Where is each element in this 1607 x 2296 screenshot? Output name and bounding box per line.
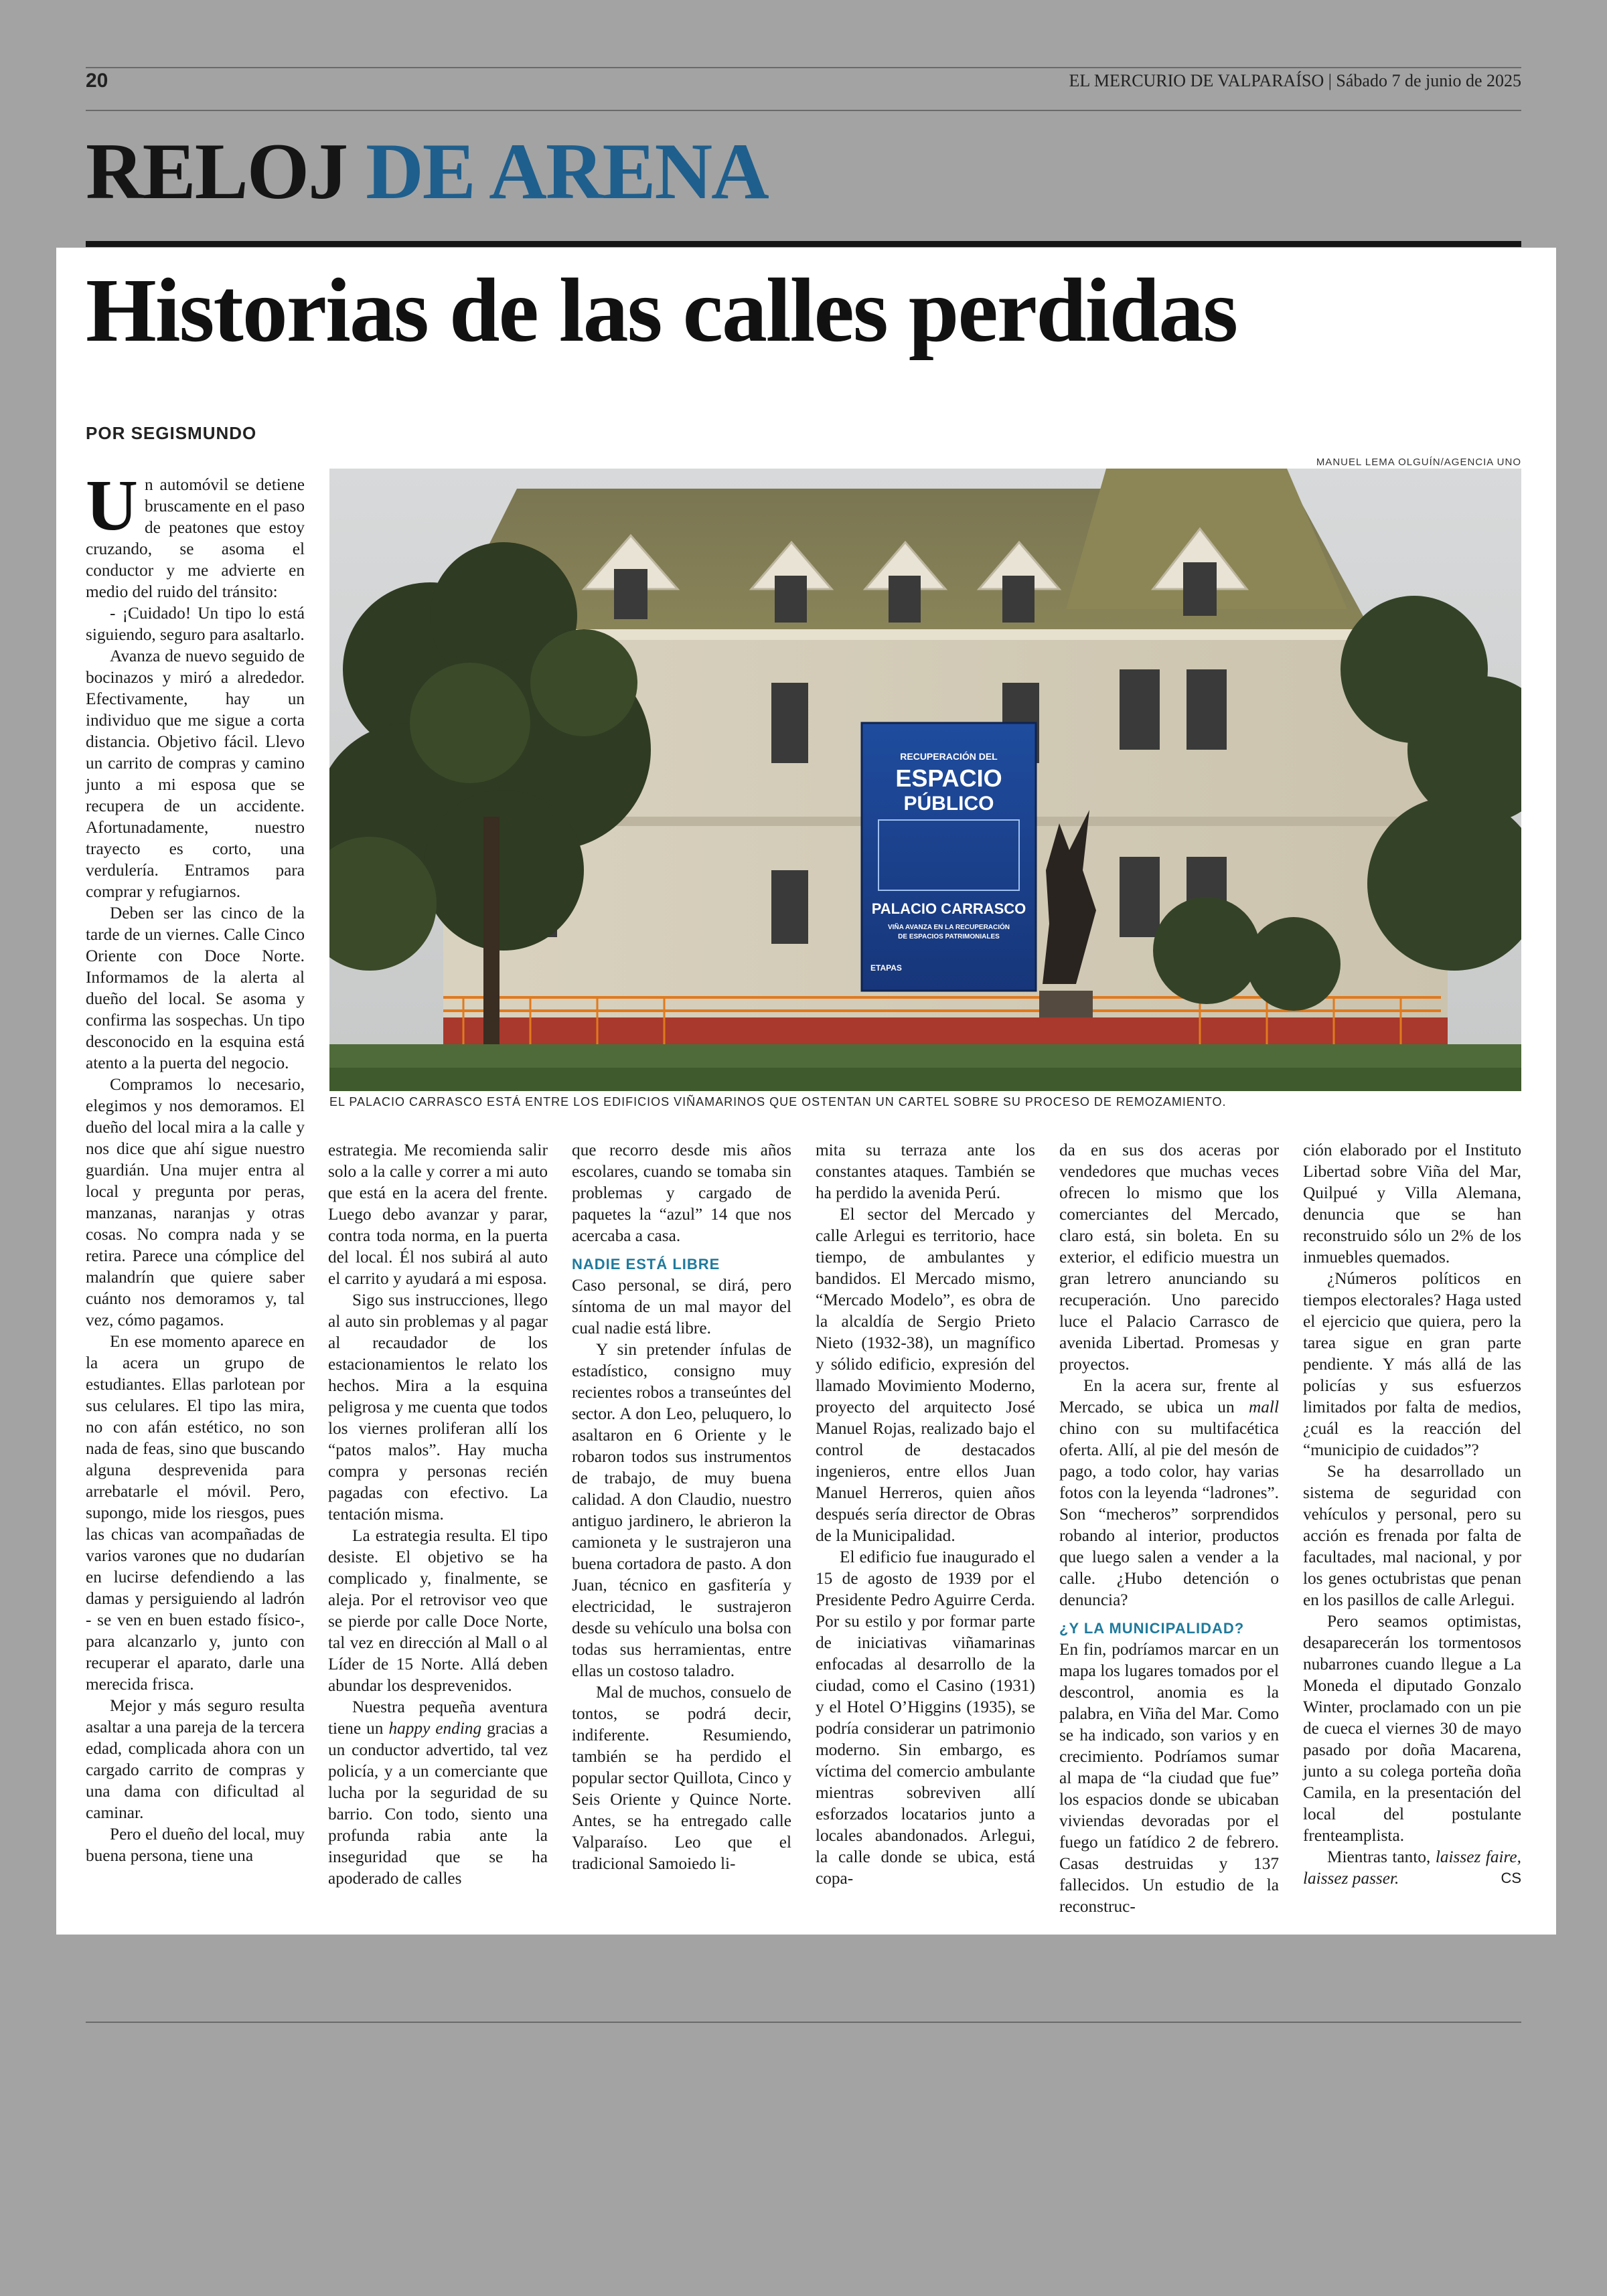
project-banner — [862, 723, 1036, 991]
banner-line2: ESPACIO — [895, 764, 1002, 792]
paragraph — [1059, 1375, 1279, 1611]
section-title — [86, 127, 768, 216]
paragraph: Caso personal, se dirá, pero síntoma de un mal mayor del cual nadie está libre. — [572, 1276, 791, 1337]
paragraph: Sigo sus instrucciones, llego al auto sin problemas y al pagar al recaudador de los estacionamientos le relato los hechos. Mira a la esquina peligrosa y me cuenta que todos los viernes proliferan allí los “patos malos”. Hay mucha compra y personas recién pagadas con efectivo. La tentación misma. — [328, 1291, 548, 1524]
paragraph: La estrategia resulta. El tipo desiste. El objetivo se ha complicado y, finalmente, se aleja. Por el retrovisor veo que se pierde por calle Doce Norte, tal vez en dirección al Mall o al Líder de 15 Norte. Allá deben abundar los desprevenidos. — [328, 1526, 548, 1695]
article-column-3 — [572, 1139, 791, 1874]
article-column-5 — [1059, 1139, 1279, 1917]
drop-cap: U — [86, 466, 138, 546]
paragraph: Compramos lo necesario, elegimos y nos demoramos. El dueño del local mira a la calle y nos dice que ahí sigue nuestro guardián. Una mujer entra al local y pregunta por peras, manzanas, naranjas y otras cosas. No compra nada y se retira. Parece una cómplice del malandrín que quiere saber cuánto nos demoramos y, tal vez, cómo pagamos. — [86, 1075, 305, 1329]
paragraph: Se ha desarrollado un sistema de seguridad con vehículos y personal, pero su acción es frenada por falta de facultades, mal nacional, y por los genes octubristas que penan en los pasillos de calle Arlegui. — [1303, 1462, 1521, 1609]
photo-credit: MANUEL LEMA OLGUÍN/AGENCIA UNO — [1316, 457, 1521, 468]
banner-line3: PÚBLICO — [903, 793, 994, 815]
subheading: NADIE ESTÁ LIBRE — [572, 1256, 720, 1273]
emphasis: laissez faire, laissez passer. — [1303, 1848, 1521, 1888]
paragraph: Mejor y más seguro resulta asaltar a una pareja de la tercera edad, complicada ahora con un cargado carrito de compras y una dama con dificultad al caminar. — [86, 1696, 305, 1822]
paragraph: n automóvil se detiene bruscamente en el paso de peatones que estoy cruzando, se asoma el conductor y me advierte en medio del ruido del tránsito: — [86, 475, 305, 601]
banner-line6: DE ESPACIOS PATRIMONIALES — [898, 933, 1000, 940]
folio: EL MERCURIO DE VALPARAÍSO | Sábado 7 de junio de 2025 — [1069, 71, 1521, 90]
photo-caption: EL PALACIO CARRASCO ESTÁ ENTRE LOS EDIFICIOS VIÑAMARINOS QUE OSTENTAN UN CARTEL SOBRE SU PROCESO DE REMOZAMIENTO. — [329, 1095, 1227, 1109]
paragraph — [328, 1696, 548, 1889]
top-rule — [86, 67, 1521, 68]
paragraph: En fin, podríamos marcar en un mapa los lugares tomados por el descontrol, anomia es la palabra, en Viña del Mar. Como se ha indicado, son varios y en crecimiento. Podríamos sumar al mapa de “la ciudad que fue” los espacios donde se ubicaban viviendas devoradas por el fuego un fatídico 2 de febrero. Casas destruidas y 137 fallecidos. Un estudio de la reconstruc- — [1059, 1640, 1279, 1916]
bottom-rule — [86, 2022, 1521, 2023]
end-mark: CS — [1501, 1870, 1521, 1886]
banner-line1: RECUPERACIÓN DEL — [900, 751, 998, 762]
subheading: ¿Y LA MUNICIPALIDAD? — [1059, 1620, 1245, 1637]
paragraph: ción elaborado por el Instituto Libertad sobre Viña del Mar, Quilpué y Villa Alemana, denuncia que se han reconstruido sólo un 2% de los inmuebles quemados. — [1303, 1141, 1521, 1266]
paragraph: - ¡Cuidado! Un tipo lo está siguiendo, seguro para asaltarlo. — [86, 604, 305, 644]
paragraph: mita su terraza ante los constantes ataques. También se ha perdido la avenida Perú. — [816, 1141, 1035, 1202]
text-run: gracias a un conductor advertido, tal vez policía, y a un comerciante que lucha por la seguridad de su barrio. Con todo, siento una profunda rabia ante la inseguridad que se ha apoderado de calles — [328, 1719, 548, 1888]
paragraph: Pero el dueño del local, muy buena persona, tiene una — [86, 1825, 305, 1865]
paragraph: ¿Números políticos en tiempos electorales? Haga usted el ejercicio que quiera, pero la tarea sigue en gran parte pendiente. Y más allá de las policías y sus esfuerzos limitados por falta de medios, ¿cuál es la reacción del “municipio de cuidados”? — [1303, 1269, 1521, 1459]
article-column-6 — [1303, 1139, 1521, 1889]
paragraph: que recorro desde mis años escolares, cuando se tomaba sin problemas y cargado de paquetes la “azul” 14 que nos acercaba a casa. — [572, 1141, 791, 1245]
paragraph: Y sin pretender ínfulas de estadístico, consigno muy recientes robos a transeúntes del sector. A don Leo, peluquero, lo asaltaron en 6 Oriente y le robaron todos sus instrumentos de trabajo, de muy buena calidad. A don Claudio, nuestro antiguo jardinero, le abrieron la camioneta y le sustrajeron una buena cortadora de pasto. A don Juan, técnico en gasfitería y electricidad, le sustrajeron desde su vehículo una bolsa con todas sus herramientas, entre ellas un costoso taladro. — [572, 1340, 791, 1680]
text-run: En la acera sur, frente al Mercado, se ubica un — [1059, 1376, 1279, 1416]
banner-line5: VIÑA AVANZA EN LA RECUPERACIÓN — [887, 924, 1010, 931]
paragraph: El edificio fue inaugurado el 15 de agosto de 1939 por el Presidente Pedro Aguirre Cerda. Por su estilo y por formar parte de iniciativas viñamarinas enfocadas al desarrollo de la ciudad, como el Casino (1931) y el Hotel O’Higgins (1935), se podría considerar un patrimonio moderno. Sin embargo, es víctima del comercio ambulante mientras sobreviven allí esforzados locatarios junto a locales abandonados. Arlegui, la calle donde se ubica, está copa- — [816, 1548, 1035, 1888]
text-run: Mientras tanto, — [1327, 1848, 1436, 1866]
banner-line7: ETAPAS — [870, 963, 902, 973]
article-column-1 — [86, 466, 305, 1866]
paragraph: El sector del Mercado y calle Arlegui es territorio, hace tiempo, de ambulantes y bandidos. El Mercado mismo, “Mercado Modelo”, es obra de la alcaldía de Sergio Prieto Nieto (1932-38), un magnífico y sólido edificio, expresión del llamado Movimiento Moderno, proyecto del arquitecto José Manuel Rojas, realizado bajo el control de destacados ingenieros, entre ellos Juan Manuel Herreros, quien años después sería director de Obras de la Municipalidad. — [816, 1205, 1035, 1545]
article-column-4 — [816, 1139, 1035, 1889]
paragraph: Mal de muchos, consuelo de tontos, se podrá decir, indiferente. Resumiendo, también se ha perdido el popular sector Quillota, Cinco y Seis Oriente y Quince Norte. Antes, se ha entregado calle Valparaíso. Leo que el tradicional Samoiedo li- — [572, 1683, 791, 1873]
section-rule — [86, 241, 1521, 247]
section-word-reloj: RELOJ — [86, 127, 348, 216]
emphasis: mall — [1249, 1398, 1279, 1416]
byline: POR SEGISMUNDO — [86, 423, 257, 443]
paragraph: estrategia. Me recomienda salir solo a la calle y correr a mi auto que está en la acera del frente. Luego debo avanzar y parar, contra toda norma, en la puerta del local. Él nos subirá al auto el carrito y ayudará a mi esposa. — [328, 1141, 548, 1288]
text-run: chino con su multifacética oferta. Allí, al pie del mesón de pago, a todo color, hay varias fotos con la leyenda “ladrones”. Son “mecheros” sorprendidos robando al interior, productos que luego salen a vender a la calle. ¿Hubo detención o denuncia? — [1059, 1419, 1279, 1609]
article-photo — [329, 469, 1521, 1091]
article-column-2 — [328, 1139, 548, 1889]
text-run: Nuestra pequeña aventura tiene un — [328, 1698, 548, 1738]
emphasis: happy ending — [388, 1719, 482, 1738]
section-word-de-arena: DE ARENA — [366, 127, 768, 216]
paragraph — [1303, 1846, 1521, 1889]
palacio-carrasco-photo — [329, 469, 1521, 1091]
paragraph: Deben ser las cinco de la tarde de un viernes. Calle Cinco Oriente con Doce Norte. Informamos de la alerta al dueño del local. Se asoma y confirma las sospechas. Un tipo desconocido en la esquina está atento a la puerta del negocio. — [86, 904, 305, 1072]
banner-line4: PALACIO CARRASCO — [871, 900, 1026, 917]
page-number: 20 — [86, 70, 108, 92]
headline: Historias de las calles perdidas — [86, 260, 1237, 361]
header-rule — [86, 110, 1521, 111]
paragraph: Pero seamos optimistas, desaparecerán los tormentosos nubarrones cuando llegue a La Moneda el diputado Gonzalo Winter, proclamado con un pie de cueca el viernes 30 de mayo pasado por doña Macarena, junto a su colega porteña doña Camila, en la presentación del local del postulante frenteamplista. — [1303, 1612, 1521, 1845]
paragraph: Avanza de nuevo seguido de bocinazos y miró a alrededor. Efectivamente, hay un individuo que me sigue a corta distancia. Objetivo fácil. Llevo un carrito de compras y camino junto a mi esposa que se recupera de un accidente. Afortunadamente, nuestro trayecto es corto, una verdulería. Entramos para comprar y refugiarnos. — [86, 647, 305, 901]
paragraph: da en sus dos aceras por vendedores que muchas veces ofrecen lo mismo que los comerciantes del Mercado, claro está, sin boleta. En su exterior, el edificio muestra un gran letrero anunciando su recuperación. Uno parecido luce el Palacio Carrasco de avenida Libertad. Promesas y proyectos. — [1059, 1141, 1279, 1374]
paragraph: En ese momento aparece en la acera un grupo de estudiantes. Ellas parlotean por sus celulares. El tipo las mira, no con afán estético, no son nada de feas, sino que buscando alguna desprevenida para arrebatarle el móvil. Pero, supongo, mide los riesgos, pues las chicas van acompañadas de varios varones que no dudarían en lucirse defendiendo a las damas y persiguiendo al ladrón - se ven en buen estado físico-, para alcanzarlo y, junto con recuperar el aparato, darle una merecida frisca. — [86, 1332, 305, 1694]
